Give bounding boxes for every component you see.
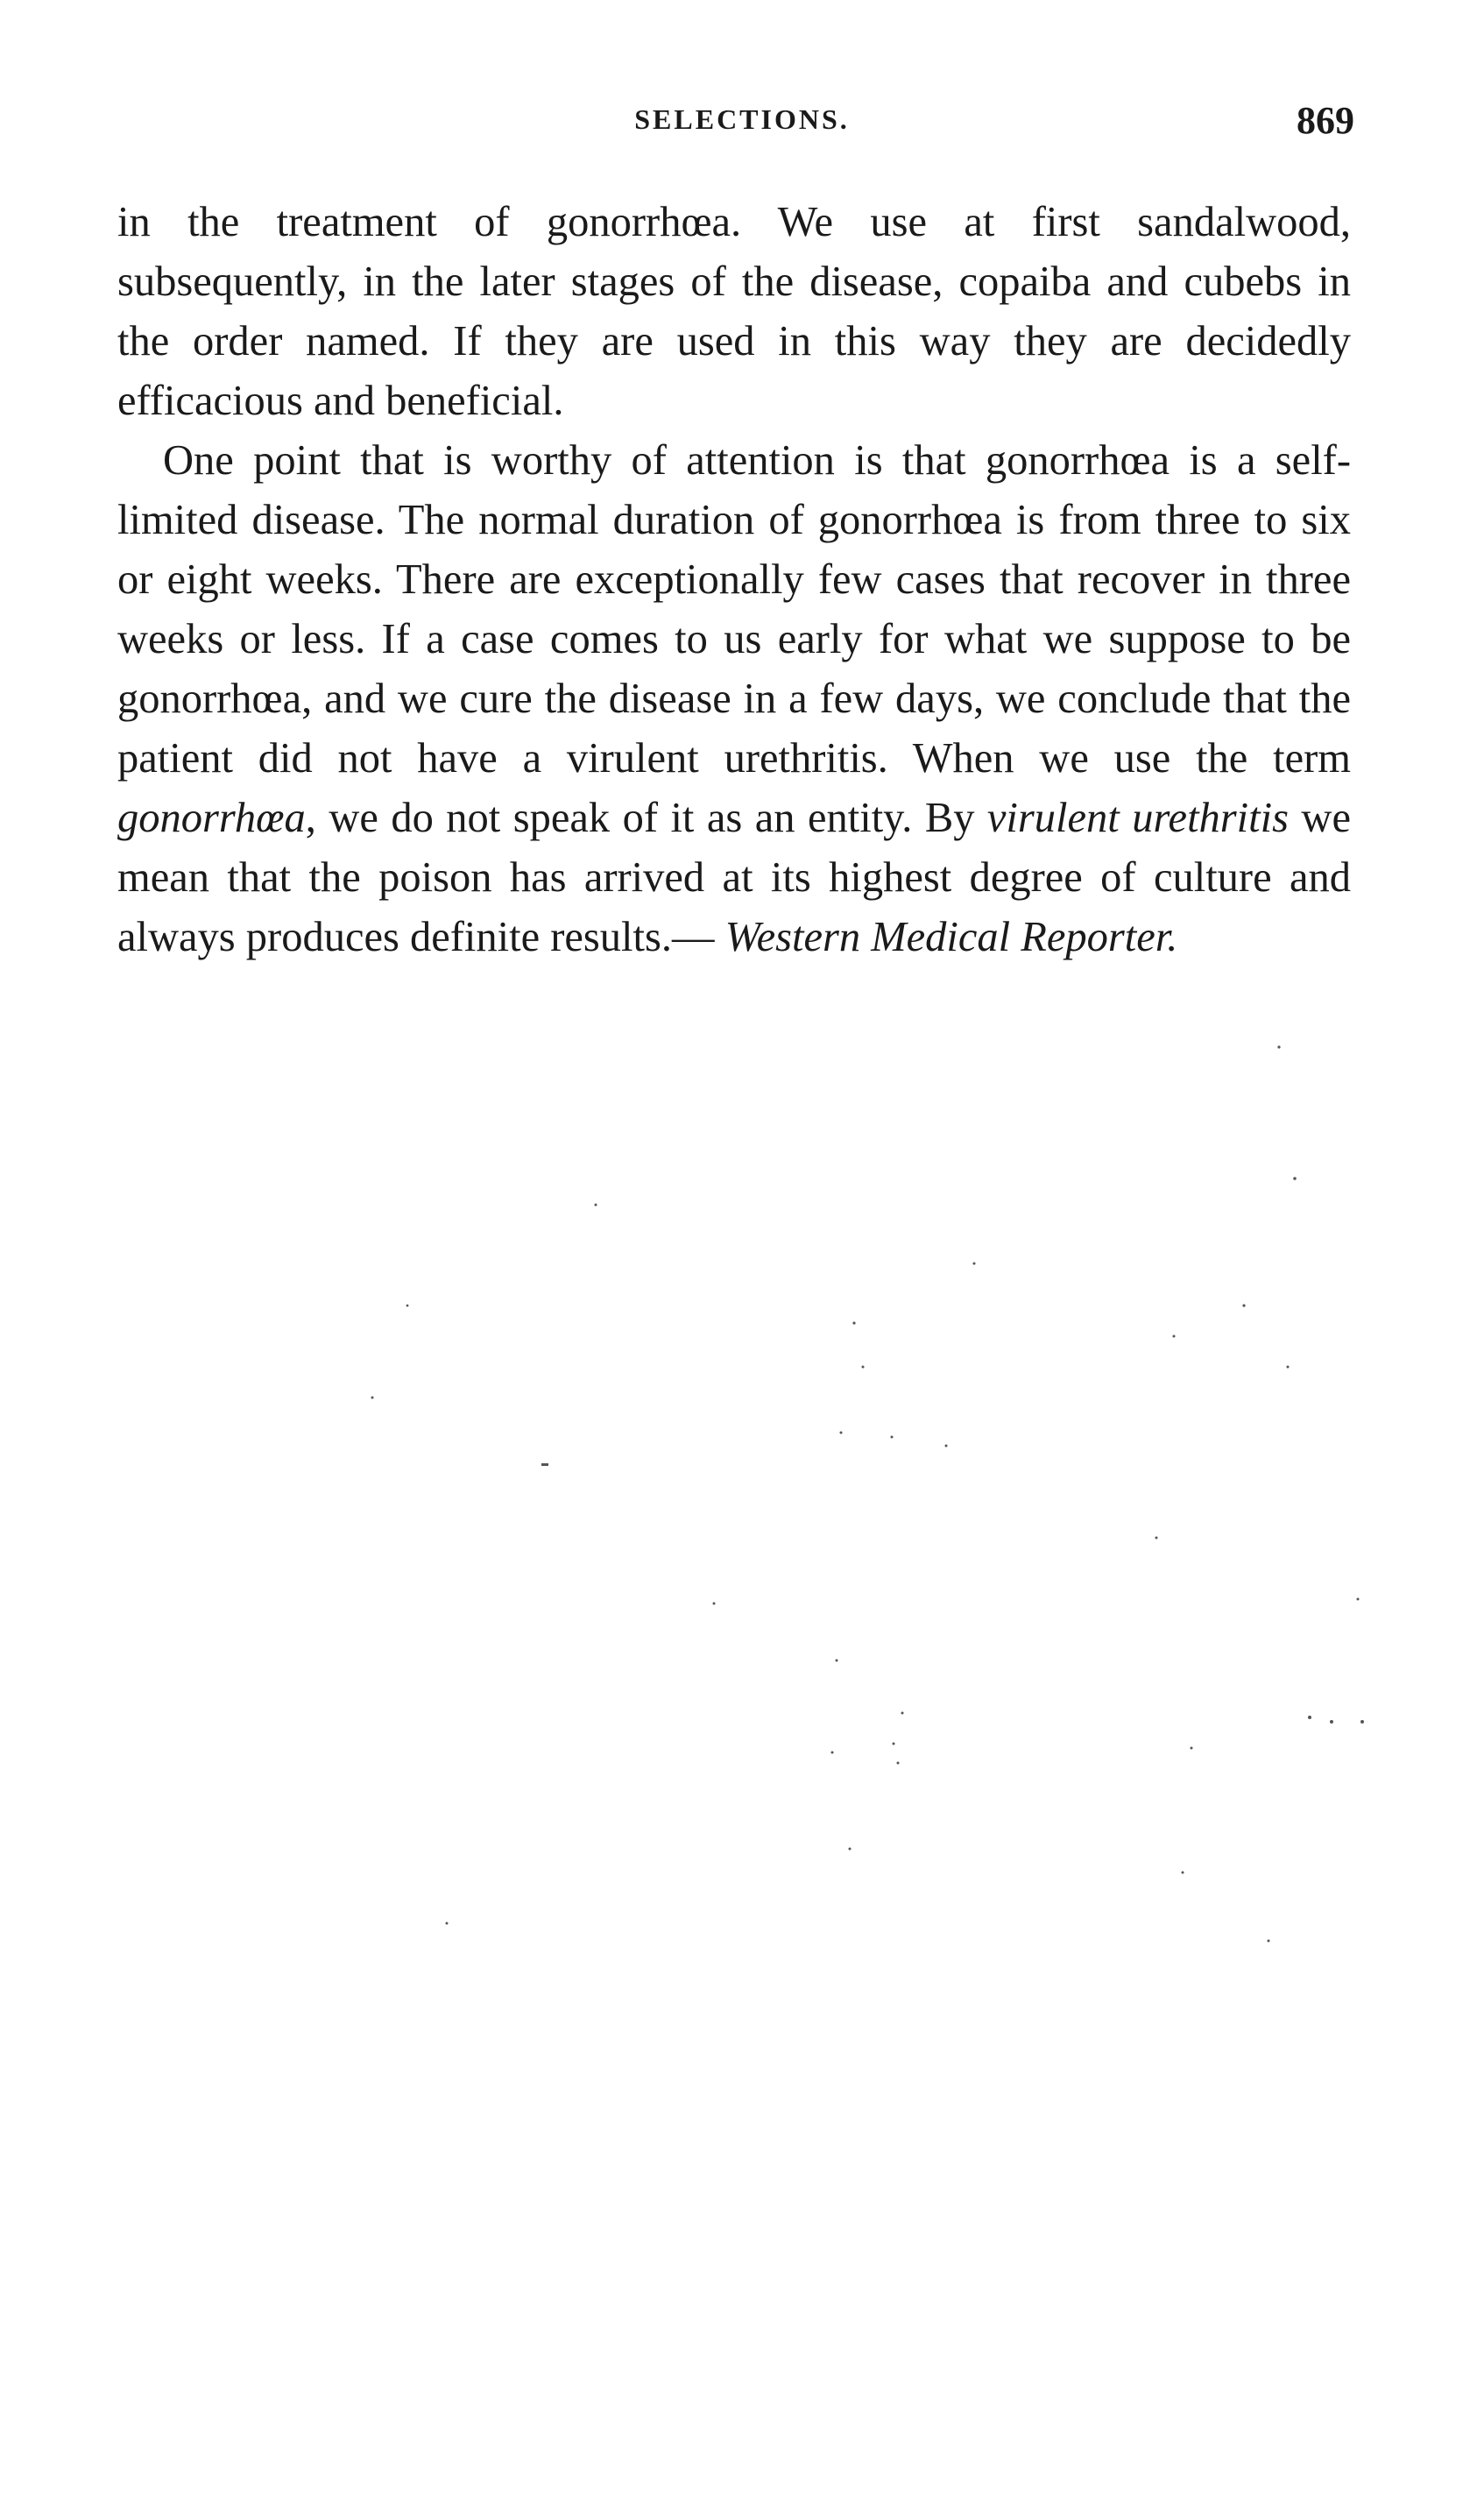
paragraph-2-part-2: , we do not speak of it as an entity. By bbox=[305, 795, 987, 841]
paragraph-2-part-1: One point that is worthy of attention is that gonorrhœa is a self-limited disease. The normal duration of gonorrhœa is from three to six or eight weeks. There are exceptionally few cases that recover in three weeks or less. If a case comes to us early for what we suppose to be gonorrhœa, and we cure the disease in a few days, we conclude that the patient did not have a virulent urethritis. When we use the term bbox=[117, 437, 1351, 782]
paragraph-2-part-3: we mean that the poison has arrived at its highest degree of culture and always produces definite results.— bbox=[117, 795, 1351, 960]
paragraph-1: in the treatment of gonorrhœa. We use at first sandalwood, subsequently, in the later stages of the disease, copaiba and cubebs in the order named. If they are used in this way they are decidedly efficacious and beneficial. bbox=[117, 199, 1351, 424]
running-head bbox=[0, 98, 1484, 151]
paragraph-2 bbox=[117, 431, 1351, 967]
term-gonorrhoea: gonorrhœa bbox=[117, 795, 306, 841]
source-citation: Western Medical Reporter. bbox=[724, 914, 1178, 960]
page-number: 869 bbox=[1297, 99, 1354, 142]
running-title: SELECTIONS. bbox=[634, 103, 850, 135]
body-text bbox=[117, 193, 1351, 967]
term-virulent-urethritis: virulent urethritis bbox=[986, 795, 1289, 841]
